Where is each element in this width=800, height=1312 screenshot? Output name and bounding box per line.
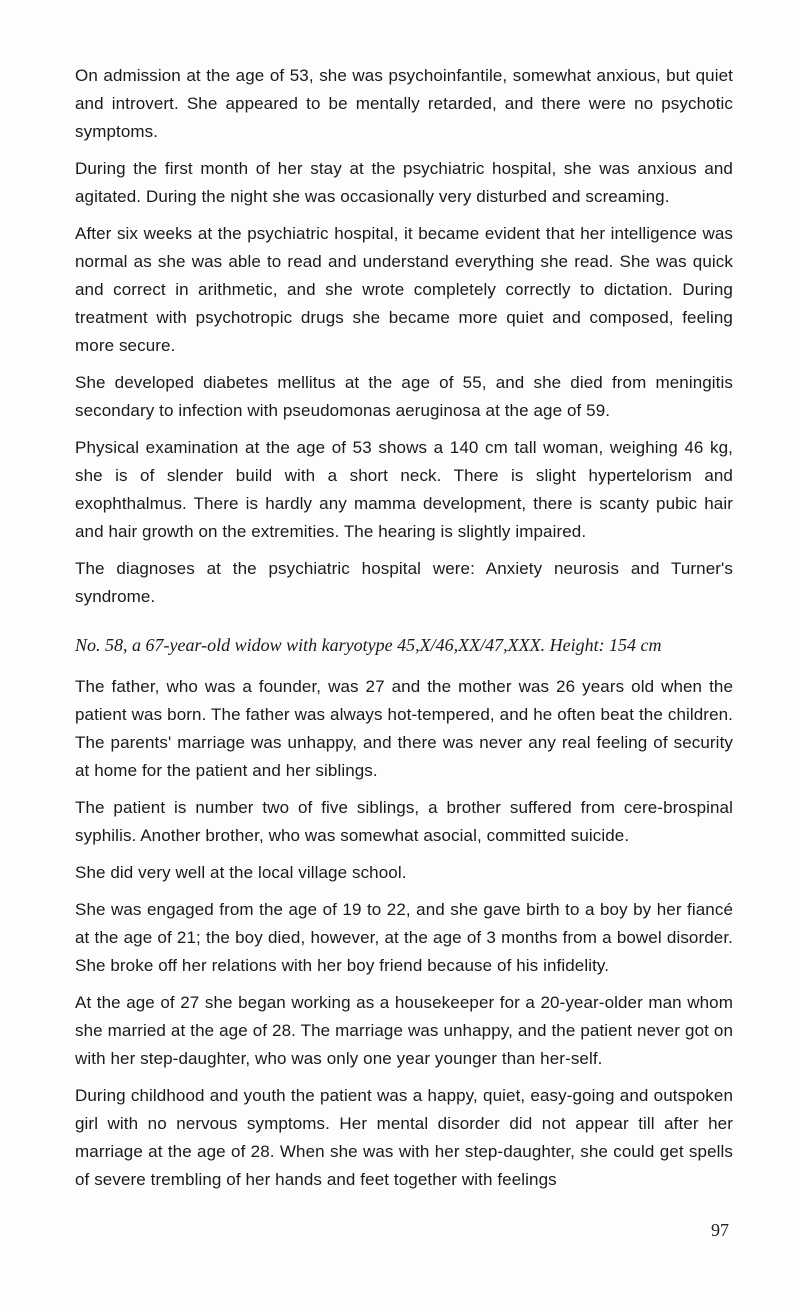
paragraph-diagnoses: The diagnoses at the psychiatric hospital were: Anxiety neurosis and Turner's syndrome.	[75, 559, 733, 606]
paragraph-diabetes: She developed diabetes mellitus at the age of 55, and she died from meningitis secondary to infection with pseudomonas aeruginosa at the age of 59.	[75, 373, 733, 420]
paragraph-housekeeper: At the age of 27 she began working as a housekeeper for a 20-year-older man whom she married at the age of 28. The marriage was unhappy, and the patient never got on with her step-daughter, who was only one year younger than her-self.	[75, 993, 733, 1068]
paragraph-six-weeks: After six weeks at the psychiatric hospital, it became evident that her intelligence was normal as she was able to read and understand everything she read. She was quick and correct in arithmetic, and she wrote completely correctly to dictation. During treatment with psychotropic drugs she became more quiet and composed, feeling more secure.	[75, 224, 733, 355]
paragraph-father: The father, who was a founder, was 27 and the mother was 26 years old when the patient was born. The father was always hot-tempered, and he often beat the children. The parents' marriage was unhappy, and there was never any real feeling of security at home for the patient and her siblings.	[75, 677, 733, 780]
paragraph-first-month: During the first month of her stay at the psychiatric hospital, she was anxious and agitated. During the night she was occasionally very disturbed and screaming.	[75, 159, 733, 206]
page-number: 97	[711, 1220, 729, 1240]
paragraph-physical-exam: Physical examination at the age of 53 shows a 140 cm tall woman, weighing 46 kg, she is of slender build with a short neck. There is slight hypertelorism and exophthalmus. There is hardly any mamma development, there is scanty pubic hair and hair growth on the extremities. The hearing is slightly impaired.	[75, 438, 733, 541]
paragraph-engaged: She was engaged from the age of 19 to 22, and she gave birth to a boy by her fiancé at the age of 21; the boy died, however, at the age of 3 months from a bowel disorder. She broke off her relations with her boy friend because of his infidelity.	[75, 900, 733, 975]
paragraph-school: She did very well at the local village school.	[75, 863, 407, 882]
paragraph-admission: On admission at the age of 53, she was psychoinfantile, somewhat anxious, but quiet and introvert. She appeared to be mentally retarded, and there were no psychotic symptoms.	[75, 66, 733, 141]
paragraph-childhood: During childhood and youth the patient was a happy, quiet, easy-going and outspoken girl with no nervous symptoms. Her mental disorder did not appear till after her marriage at the age of 28. When she was with her step-daughter, she could get spells of severe trembling of her hands and feet together with feelings	[75, 1086, 733, 1189]
paragraph-siblings: The patient is number two of five siblings, a brother suffered from cere-brospinal syphilis. Another brother, who was somewhat asocial, committed suicide.	[75, 798, 733, 845]
body-text-column	[75, 62, 733, 1203]
case-heading: No. 58, a 67-year-old widow with karyotype 45,X/46,XX/47,XXX. Height: 154 cm	[75, 635, 662, 655]
